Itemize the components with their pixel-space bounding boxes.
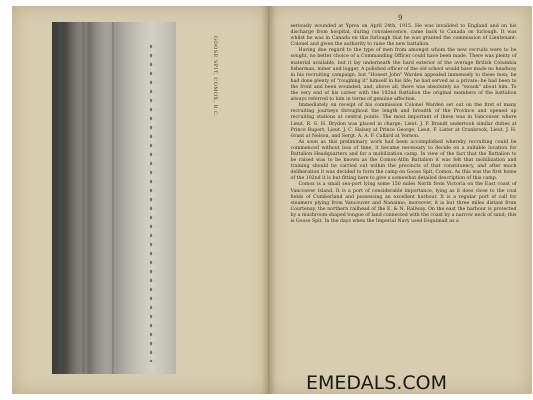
paragraph: Comox is a small sea-port lying some 150 miles North from Victoria on the East coast of Vancouver Island. It is a port of considerable importance, lying as it does close to the coal fields of Cumberland and possessing an excellent harbour. It is a regular port of call for steamers plying from Vancouver and Nanaimo; moreover, it is but three miles distant from Courtenay, the northern railhead of the E. & N. Railway. On the east the harbour is protected by a mushroom-shaped tongue of land connected with the coast by a narrow neck of sand; this is Goose Spit. In the days when the Imperial Navy used Esquimalt as a [290, 182, 517, 224]
paragraph: As soon as this preliminary work had been accomplished whereby recruiting could be commenced without loss of time, it became necessary to decide on a suitable location for Battalion Headquarters and for a mobilization camp. In view of the fact that the Battalion to be raised was to be known as the Comox-Atlin Battalion it was felt that mobilization and training should be carried out within the precincts of that constituency, and after much deliberation it was decided to form the camp on Goose Spit, Comox. As this was the first home of the 102nd it is but fitting here to give a somewhat detailed description of this camp. [290, 139, 517, 182]
body-text [291, 24, 517, 225]
paragraph: seriously wounded at Ypres on April 24th, 1915. He was invalided to England and on his discharge from hospital, during convalescence, came back to Canada on furlough. It was whilst he was in Canada on this furlough that he was granted the commission of Lieutenant-Colonel and given the authority to raise the new battalion. [290, 24, 517, 48]
shoreline-marks [148, 42, 156, 362]
watermark: EMEDALS.COM [306, 372, 447, 394]
paragraph: Having due regard to the type of men from amongst whom the new recruits were to be sought, no better choice of a Commanding Officer could have been made. There was plenty of material available, but it lay underneath the hard exterior of the average British Columbia fisherman, miner and logger. A polished officer of the old school would have made no headway in his recruiting campaign, but "Honest John" Warden appealed immensely to these men; he had done plenty of "roughing it" himself in his life; he had served as a private; he had been to the front and been wounded, and, above all, there was absolutely no "swank" about him. To the very end of his career with the 102nd Battalion the original members of the battalion always referred to him in terms of genuine affection. [290, 48, 517, 103]
right-page [269, 6, 533, 394]
book-spread [12, 6, 532, 394]
page-number: 9 [398, 14, 403, 22]
photo-plate [52, 22, 176, 374]
left-page [12, 6, 269, 394]
plate-caption: GOOSE SPIT, COMOX, B.C. [212, 36, 218, 118]
paragraph: Immediately on receipt of his commission Colonel Warden set out on the first of many recruiting journeys throughout the length and breadth of the Province and opened up recruiting stations at central points. The most important of these was in Vancouver where Lieut. R. G. H. Brydon was placed in charge; Lieut. J. P. Brandt undertook similar duties at Prince Rupert, Lieut. J. C. Halsey at Prince George, Lieut. F. Lister at Cranbrook, Lieut. J. H. Grant at Nelson, and Sergt. A. A. F. Callard at Vernon. [290, 103, 517, 139]
